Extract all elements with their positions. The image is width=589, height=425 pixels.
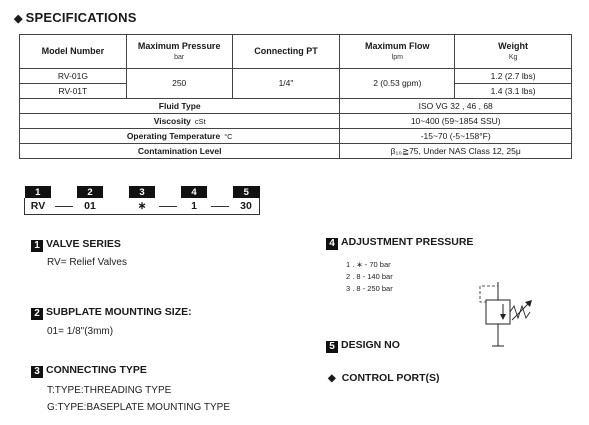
dash-divider xyxy=(211,206,229,207)
pressure-cell: 250 xyxy=(126,69,232,99)
code-num: 1 xyxy=(25,186,52,198)
port-cell: 1/4" xyxy=(232,69,340,99)
header-flow: Maximum Flow lpm xyxy=(340,35,455,69)
weight-cell: 1.2 (2.7 lbs) xyxy=(455,69,572,84)
flow-cell: 2 (0.53 gpm) xyxy=(340,69,455,99)
prop-label: Operating Temperature °C xyxy=(20,129,340,144)
header-pressure: Maximum Pressure bar xyxy=(126,35,232,69)
section-subplate-size: 2 SUBPLATE MOUNTING SIZE: xyxy=(31,306,192,320)
prop-row xyxy=(20,114,572,129)
dash-divider xyxy=(55,206,73,207)
prop-label: Fluid Type xyxy=(20,99,340,114)
diamond-icon: ◆ xyxy=(14,13,23,25)
section-text: 01= 1/8"(3mm) xyxy=(47,326,114,337)
section-control-ports: ◆ CONTROL PORT(S) xyxy=(328,372,440,384)
code-val: 1 xyxy=(181,198,207,215)
relief-valve-symbol xyxy=(460,280,540,352)
section-design-no: 5 DESIGN NO xyxy=(326,339,400,353)
header-model: Model Number xyxy=(20,35,127,69)
section-number-badge: 5 xyxy=(326,341,338,353)
code-value-row xyxy=(25,198,260,215)
prop-label: Contamination Level xyxy=(20,144,340,159)
code-val: ∗ xyxy=(129,198,155,215)
section-number-badge: 4 xyxy=(326,238,338,250)
model-cell: RV-01T xyxy=(20,84,127,99)
title-text: SPECIFICATIONS xyxy=(25,10,137,25)
prop-value: β₁₀≧75, Under NAS Class 12, 25μ xyxy=(340,144,572,159)
header-port: Connecting PT xyxy=(232,35,340,69)
code-val: RV xyxy=(25,198,52,215)
model-code-table xyxy=(24,186,260,215)
code-val: 01 xyxy=(77,198,103,215)
code-num: 5 xyxy=(233,186,260,198)
section-number-badge: 2 xyxy=(31,308,43,320)
prop-value: 10~400 (59~1854 SSU) xyxy=(340,114,572,129)
prop-label: Viscosity cSt xyxy=(20,114,340,129)
prop-value: ISO VG 32 , 46 , 68 xyxy=(340,99,572,114)
code-number-row xyxy=(25,186,260,198)
section-text: G:TYPE:BASEPLATE MOUNTING TYPE xyxy=(47,402,231,413)
prop-row xyxy=(20,144,572,159)
header-weight: Weight Kg xyxy=(455,35,572,69)
code-num: 3 xyxy=(129,186,155,198)
code-num: 2 xyxy=(77,186,103,198)
section-number-badge: 1 xyxy=(31,240,43,252)
prop-row xyxy=(20,99,572,114)
section-number-badge: 3 xyxy=(31,366,43,378)
dash-divider xyxy=(159,206,177,207)
spec-header-row xyxy=(20,35,572,69)
section-valve-series: 1 VALVE SERIES xyxy=(31,238,121,252)
weight-cell: 1.4 (3.1 lbs) xyxy=(455,84,572,99)
section-text: T:TYPE:THREADING TYPE xyxy=(47,385,172,396)
diamond-icon: ◆ xyxy=(328,373,336,384)
pressure-option: 2 . 8 - 140 bar xyxy=(346,272,393,281)
section-connecting-type: 3 CONNECTING TYPE xyxy=(31,364,147,378)
spec-table xyxy=(19,34,572,159)
section-adjustment-pressure: 4 ADJUSTMENT PRESSURE xyxy=(326,236,473,250)
section-text: RV= Relief Valves xyxy=(47,257,127,268)
model-cell: RV-01G xyxy=(20,69,127,84)
pressure-option: 1 . ∗ - 70 bar xyxy=(346,260,391,269)
code-num: 4 xyxy=(181,186,207,198)
page-title xyxy=(14,10,137,25)
prop-row xyxy=(20,129,572,144)
prop-value: -15~70 (-5~158°F) xyxy=(340,129,572,144)
table-row xyxy=(20,69,572,84)
pressure-option: 3 . 8 - 250 bar xyxy=(346,284,393,293)
code-val: 30 xyxy=(233,198,260,215)
